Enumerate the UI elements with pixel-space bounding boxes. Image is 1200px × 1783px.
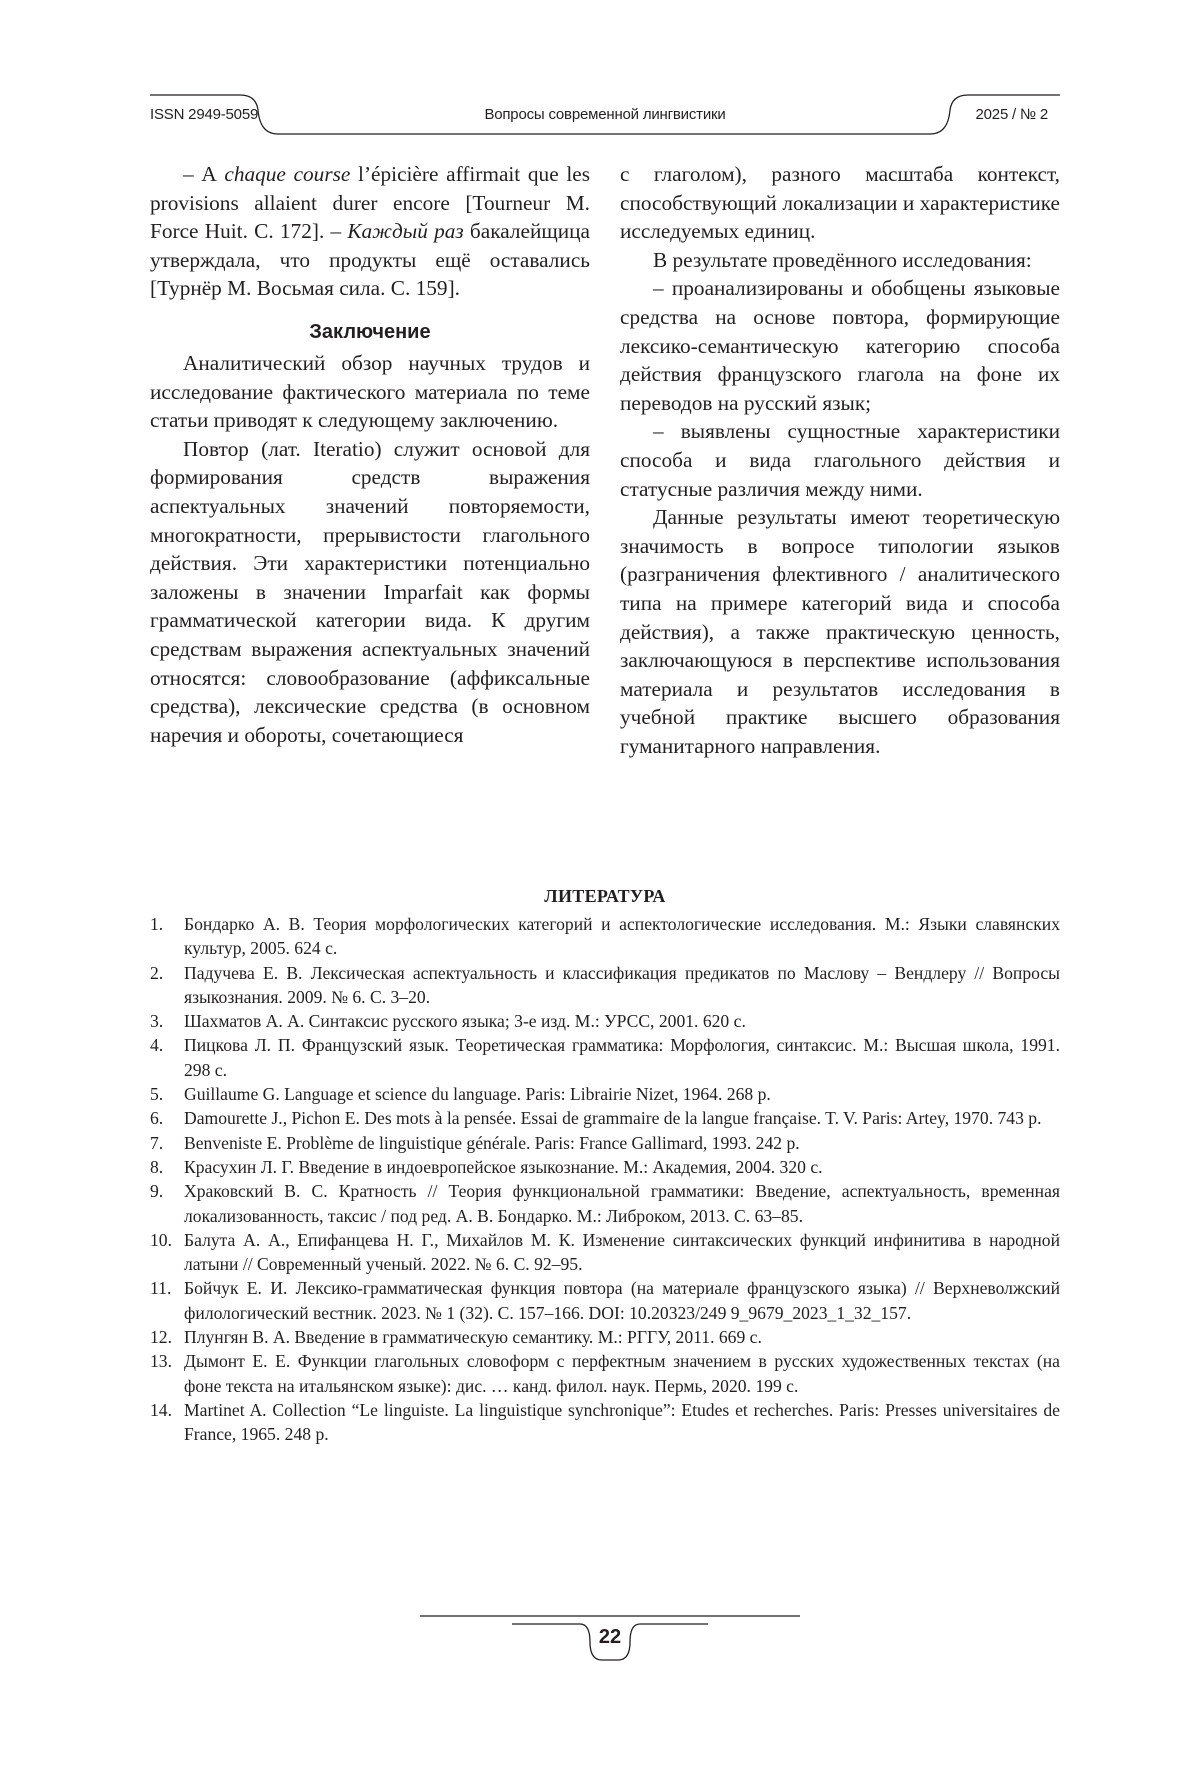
reference-text: Бондарко А. В. Теория морфологических категорий и аспектологические исследования. М.: Языки славянских культур, 2005. 624 с.	[184, 914, 1060, 959]
result-item-2: – выявлены сущностные характеристики способа и вида глагольного действия и статусные различия между ними.	[620, 419, 1060, 501]
reference-number: 1.	[150, 914, 164, 934]
reference-item	[150, 1276, 1060, 1325]
reference-text: Benveniste E. Problème de linguistique générale. Paris: France Gallimard, 1993. 242 p.	[184, 1132, 800, 1153]
reference-number: 9.	[150, 1181, 164, 1202]
conclusion-paragraph-1: Аналитический обзор научных трудов и исследование фактического материала по теме статьи приводят к следующему заключению.	[150, 350, 590, 433]
reference-item	[150, 1398, 1060, 1447]
reference-number: 10.	[150, 1229, 172, 1250]
reference-number: 13.	[150, 1351, 172, 1372]
reference-item	[150, 1349, 1060, 1398]
example-french-italic: chaque course	[224, 162, 351, 186]
reference-number: 12.	[150, 1327, 172, 1348]
reference-item	[150, 1131, 1060, 1155]
left-column	[150, 160, 590, 749]
journal-title: Вопросы современной лингвистики	[484, 106, 726, 123]
journal-issue: 2025 / № 2	[975, 106, 1048, 123]
reference-item	[150, 912, 1060, 961]
reference-text: Красухин Л. Г. Введение в индоевропейское языкознание. М.: Академия, 2004. 320 с.	[184, 1156, 823, 1177]
example-french-text: l’épicière affirmait que les provisions allaient durer encore [Tourneur M. Force Huit. С. 172]. –	[150, 162, 590, 244]
example-paragraph	[150, 160, 590, 303]
reference-text: Martinet A. Collection “Le linguiste. La linguistique synchronique”: Etudes et recherches. Paris: Presses universitaires de France, 1965. 248 p.	[184, 1399, 1060, 1445]
reference-item	[150, 961, 1060, 1010]
example-dash: – А	[183, 162, 225, 186]
reference-text: Дымонт Е. Е. Функции глагольных словоформ с перфектным значением в русских художественных текстах (на фоне текста на итальянском языке): дис. … канд. филол. наук. Пермь, 2020. 199 с.	[184, 1351, 1060, 1396]
reference-text: Падучева Е. В. Лексическая аспектуальность и классификация предикатов по Маслову – Вендлеру // Вопросы языкознания. 2009. № 6. С. 3–20.	[184, 962, 1060, 1007]
reference-text: Плунгян В. А. Введение в грамматическую семантику. М.: РГГУ, 2011. 669 с.	[184, 1327, 762, 1348]
reference-text: Храковский В. С. Кратность // Теория функциональной грамматики: Введение, аспектуальность, временная локализованность, таксис / под ред. А. В. Бондарко. М.: Либроком, 2013. С. 63–85.	[184, 1181, 1060, 1226]
reference-item	[150, 1228, 1060, 1277]
reference-number: 8.	[150, 1156, 164, 1177]
continued-paragraph: с глаголом), разного масштаба контекст, способствующий локализации и характеристике исследуемых единиц.	[620, 162, 1060, 244]
reference-text: Балута А. А., Епифанцева Н. Г., Михайлов М. К. Изменение синтаксических функций инфинитива в народной латыни // Современный ученый. 2022. № 6. С. 92–95.	[184, 1229, 1060, 1275]
reference-number: 5.	[150, 1084, 164, 1105]
reference-item	[150, 1325, 1060, 1349]
conclusion-heading: Заключение	[309, 320, 431, 343]
reference-text: Damourette J., Pichon E. Des mots à la pensée. Essai de grammaire de la langue française. T. V. Paris: Artey, 1970. 743 p.	[184, 1108, 1042, 1129]
result-item-1: – проанализированы и обобщены языковые средства на основе повтора, формирующие лексико-семантическую категорию способа действия французского глагола на фоне их переводов на русский язык;	[620, 276, 1060, 415]
final-paragraph: Данные результаты имеют теоретическую значимость в вопросе типологии языков (разграничения флективного / аналитического типа на примере категорий вида и способа действия), а также практическую ценность, заключающуюся в перспективе использования материала и результатов исследования в учебной практике высшего образования гуманитарного направления.	[620, 505, 1060, 758]
references-heading: ЛИТЕРАТУРА	[544, 886, 666, 906]
references-list	[150, 912, 1060, 1447]
reference-number: 14.	[150, 1399, 172, 1420]
reference-text: Guillaume G. Language et science du language. Paris: Librairie Nizet, 1964. 268 p.	[184, 1084, 771, 1105]
running-header	[150, 86, 1060, 142]
reference-text: Пицкова Л. П. Французский язык. Теоретическая грамматика: Морфология, синтаксис. М.: Высшая школа, 1991. 298 с.	[184, 1035, 1060, 1080]
reference-text: Бойчук Е. И. Лексико-грамматическая функция повтора (на материале французского языка) // Верхневолжский филологический вестник. 2023. № 1 (32). С. 157–166. DOI: 10.20323/249 9_9679_2023_1_32_157.	[184, 1278, 1060, 1323]
reference-text: Шахматов А. А. Синтаксис русского языка; 3-е изд. М.: УРСС, 2001. 620 с.	[184, 1011, 746, 1032]
journal-issn: ISSN 2949-5059	[150, 106, 259, 123]
reference-item	[150, 1179, 1060, 1228]
reference-number: 2.	[150, 962, 164, 983]
reference-number: 11.	[150, 1278, 172, 1299]
reference-item	[150, 1033, 1060, 1082]
references-section	[150, 884, 1060, 1447]
page-number: 22	[598, 1626, 622, 1648]
page-footer	[420, 1612, 800, 1672]
results-intro: В результате проведённого исследования:	[653, 247, 1032, 272]
reference-number: 7.	[150, 1132, 164, 1153]
reference-number: 4.	[150, 1035, 164, 1056]
reference-number: 3.	[150, 1011, 164, 1032]
reference-item	[150, 1106, 1060, 1130]
reference-number: 6.	[150, 1108, 164, 1129]
right-column	[620, 160, 1060, 760]
reference-item	[150, 1009, 1060, 1033]
reference-item	[150, 1155, 1060, 1179]
example-russian-text: бакалейщица утверждала, что продукты ещё оставались [Турнёр М. Восьмая сила. С. 159].	[150, 219, 590, 301]
example-russian-italic: Каждый раз	[347, 219, 464, 244]
conclusion-paragraph-2: Повтор (лат. Iteratio) служит основой для формирования средств выражения аспектуальных значений повторяемости, многократности, прерывистости глагольного действия. Эти характеристики потенциально заложены в значении Imparfait как формы грамматической категории вида. К другим средствам выражения аспектуальных значений относятся: словообразование (аффиксальные средства), лексические средства (в основном наречия и обороты, сочетающиеся	[150, 436, 590, 747]
reference-item	[150, 1082, 1060, 1106]
